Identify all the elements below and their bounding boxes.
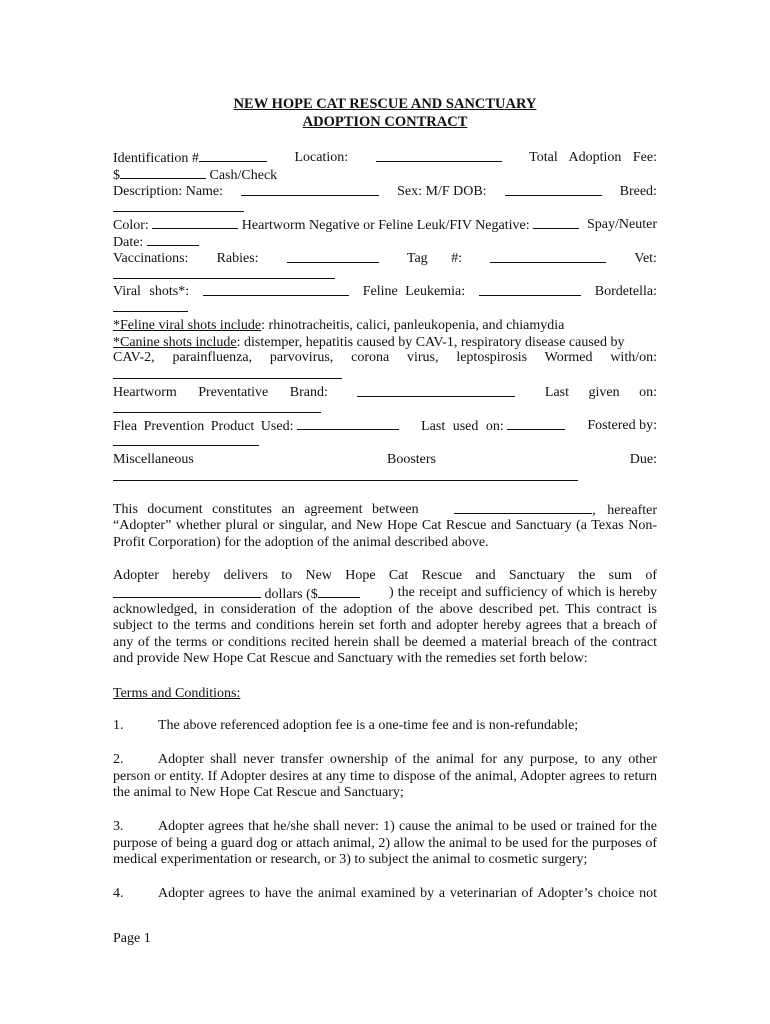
term-text: Adopter shall never transfer ownership of the animal for any purpose, to any other person or entity. If Adopter desires at any time to dispose of the animal, Adopter agrees to return the animal to New Hope Cat Rescue and Sanctuary; [113,752,657,801]
row-feline-viral-note [113,317,657,334]
dob-blank[interactable] [505,183,602,196]
row-canine-note [113,334,657,351]
misc-blank[interactable] [113,480,578,481]
rabies-label: Rabies: [216,251,259,266]
total-fee-label: Total Adoption Fee: [529,150,657,165]
title-line-2: ADOPTION CONTRACT [302,114,468,130]
name-blank[interactable] [241,183,379,196]
row-color [113,216,657,234]
identification-blank[interactable] [199,149,267,162]
terms-heading: Terms and Conditions: [113,686,241,701]
title-line-1: NEW HOPE CAT RESCUE AND SANCTUARY [233,96,537,112]
term-item-3 [113,819,657,869]
dollar-sign: $ [113,168,120,183]
last-given-label: Last given on: [544,385,657,400]
rabies-blank[interactable] [287,250,379,263]
viral-shots-label: Viral shots*: [113,284,190,299]
canine-note-text: : distemper, hepatitis caused by CAV-1, respiratory disease caused by [236,335,625,350]
fostered-by-label: Fostered by: [587,418,657,433]
date-blank[interactable] [147,233,199,246]
miscellaneous-label: Miscellaneous [113,452,194,467]
term-text: Adopter agrees to have the animal examined by a veterinarian of Adopter’s choice not [158,886,657,901]
vet-blank[interactable] [113,278,335,279]
due-label: Due: [629,452,657,467]
feline-viral-note-label: *Feline viral shots include [113,318,262,333]
feline-leukemia-blank[interactable] [479,283,581,296]
canine-note-label: *Canine shots include [113,335,237,350]
row-viral [113,283,657,300]
bordetella-label: Bordetella: [594,284,657,299]
feline-viral-note-text: : rhinotracheitis, calici, panleukopenia, and chiamydia [261,318,565,333]
row-fee [113,166,657,184]
term-number: 1. [113,718,124,733]
viral-shots-blank[interactable] [203,283,349,296]
color-label: Color: [113,218,149,233]
term-number: 4. [113,886,124,901]
flea-product-blank[interactable] [297,417,399,430]
vaccinations-label: Vaccinations: [113,251,189,266]
row-flea [113,417,657,435]
term-item-1 [113,718,657,735]
agreement-paragraph-1: “Adopter” whether plural or singular, and New Hope Cat Rescue and Sanctuary (a Texas Non-Profit Corporation) for the adoption of the animal described above. [113,518,657,550]
hereafter-text: , hereafter [592,503,657,518]
last-given-blank[interactable] [113,412,321,413]
description-name-label: Description: Name: [113,184,224,199]
breed-blank[interactable] [113,211,244,212]
row-vaccinations [113,250,657,267]
dollars-text: dollars ($ [264,587,318,602]
agreement-line-1 [113,501,657,519]
fee-blank[interactable] [120,166,206,179]
flea-prevention-label: Flea Prevention Product Used: [113,419,294,434]
agreement-intro: This document constitutes an agreement between [113,502,419,517]
adopter-name-blank[interactable] [454,501,592,514]
heartworm-brand-blank[interactable] [357,384,515,397]
date-label: Date: [113,235,144,250]
term-text: The above referenced adoption fee is a one-time fee and is non-refundable; [158,718,579,733]
row-identification [113,149,657,167]
term-number: 2. [113,752,124,767]
breed-label: Breed: [619,184,657,199]
row-misc [113,451,657,468]
feline-leukemia-label: Feline Leukemia: [362,284,466,299]
location-blank[interactable] [376,149,502,162]
spay-neuter-label: Spay/Neuter [587,217,657,232]
term-item-2 [113,752,657,802]
tag-label: Tag #: [406,251,463,266]
term-text: Adopter agrees that he/she shall never: 1) cause the animal to be used or trained for the purpose of being a guard dog or attach animal, 2) allow the animal to be used for the purposes of medical experimentation or research, or 3) to subject the animal to cosmetic surgery; [113,819,657,868]
last-used-blank[interactable] [507,417,565,430]
wormed-blank[interactable] [113,378,342,379]
heartworm-negative-label: Heartworm Negative or Feline Leuk/FIV Negative: [241,218,530,233]
heartworm-negative-blank[interactable] [533,216,579,229]
row-date [113,233,657,251]
agreement-paragraph-2: ) the receipt and sufficiency of which is hereby acknowledged, in consideration of the adoption of the above described pet. This contract is subject to the terms and conditions herein set forth and adopter hereby agrees that a breach of any of the terms or conditions recited herein shall be deemed a material breach of the contract and provide New Hope Cat Rescue and Sanctuary with the remedies set forth below: [113,585,657,667]
row-description [113,183,657,200]
sex-dob-label: Sex: M/F DOB: [397,184,487,199]
heartworm-preventative-label: Heartworm Preventative Brand: [113,385,328,400]
term-item-4 [113,886,657,903]
color-blank[interactable] [152,216,238,229]
location-label: Location: [294,150,349,165]
row-heartworm-prev [113,384,657,401]
term-number: 3. [113,819,124,834]
bordetella-blank[interactable] [113,311,188,312]
last-used-label: Last used on: [421,419,504,434]
cash-check-label: Cash/Check [209,168,278,183]
fostered-by-blank[interactable] [113,445,259,446]
boosters-label: Boosters [387,452,436,467]
identification-label: Identification # [113,151,199,166]
agreement-paragraph-2-line-1: Adopter hereby delivers to New Hope Cat Rescue and Sanctuary the sum of [113,568,657,583]
page-number: Page 1 [113,931,151,946]
vet-label: Vet: [634,251,657,266]
tag-blank[interactable] [490,250,606,263]
row-canine-note-2: CAV-2, parainfluenza, parvovirus, corona virus, leptospirosis Wormed with/on: [113,350,657,365]
